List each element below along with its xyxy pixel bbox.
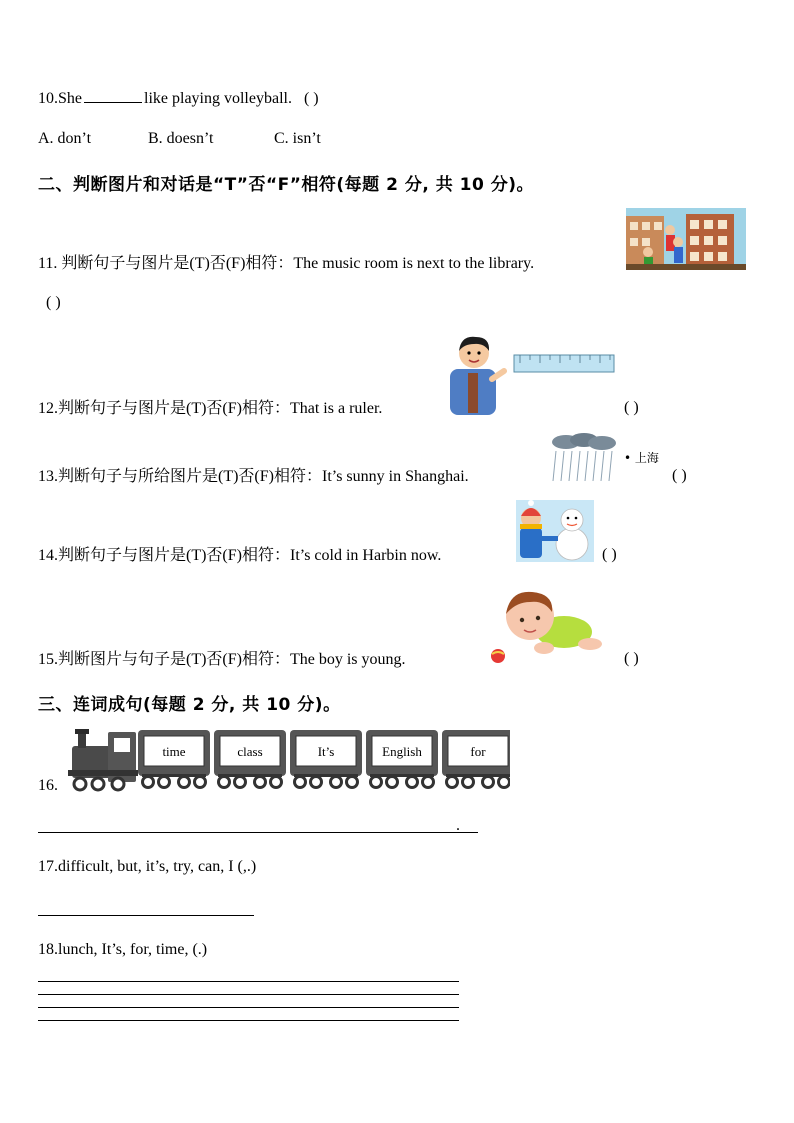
q17-answer-line[interactable] [38,915,254,916]
boy-with-ruler-picture [446,333,618,417]
train-car-1[interactable] [138,730,210,788]
train-wheel-icon [387,777,398,788]
train-word-4: English [382,744,422,759]
train-wheel-icon [195,777,206,788]
train-wheel-icon [483,777,494,788]
crawling-baby-picture [484,586,608,664]
q18-answer-line-2[interactable] [38,994,459,995]
section3-title: 三、连词成句(每题 2 分, 共 10 分)。 [38,695,341,715]
q11-answer-paren[interactable]: ( ) [46,294,61,311]
q11-text: 11. 判断句子与图片是(T)否(F)相符：The music room is next to the library. [38,255,535,272]
q10-prefix: 10.She [38,90,82,107]
q16-number: 16. [38,777,58,794]
q16-answer-line[interactable] [38,832,478,833]
q10-suffix: like playing volleyball. [144,90,292,107]
train-wheel-icon [347,777,358,788]
train-word-1: time [162,744,186,759]
train-wheel-icon [179,777,190,788]
q10-blank[interactable] [84,88,142,103]
q10-answer-paren[interactable]: ( ) [303,90,319,107]
train-car-2[interactable] [214,730,286,788]
train-wheel-icon [143,777,154,788]
train-wheel-icon [463,777,474,788]
train-wheel-icon [499,777,510,788]
train-word-5: for [470,744,486,759]
train-wheel-icon [311,777,322,788]
q12-text: 12.判断句子与图片是(T)否(F)相符：That is a ruler. [38,400,383,417]
shanghai-label-text: 上海 [634,451,659,465]
q15-answer-paren[interactable]: ( ) [624,650,639,667]
train-word-2: class [237,744,263,759]
q17-text: 17.difficult, but, it’s, try, can, I (,.) [38,858,257,875]
train-engine-icon [68,729,138,790]
q10-option-c: C. isn’t [274,130,321,147]
q18-answer-line-3[interactable] [38,1007,459,1008]
train-wheel-icon [219,777,230,788]
q15-text: 15.判断图片与句子是(T)否(F)相符：The boy is young. [38,651,406,668]
q10-option-a: A. don’t [38,130,92,147]
train-car-3[interactable] [290,730,362,788]
q10-options [38,129,321,149]
q14-answer-paren[interactable]: ( ) [602,546,617,563]
q18-text: 18.lunch, It’s, for, time, (.) [38,941,208,958]
train-wheel-icon [159,777,170,788]
q18-answer-line-1[interactable] [38,981,459,982]
q13-text: 13.判断句子与所给图片是(T)否(F)相符：It’s sunny in Shanghai. [38,468,469,485]
shanghai-label: • 上海 [624,451,659,465]
train-word-3: It’s [317,744,335,759]
section2-title: 二、判断图片和对话是“T”否“F”相符(每题 2 分, 共 10 分)。 [38,175,534,195]
train-car-4[interactable] [366,730,438,788]
train-wheel-icon [407,777,418,788]
train-wheel-icon [423,777,434,788]
q10-line [38,88,319,109]
train-car-5[interactable] [442,730,510,788]
q10-option-b: B. doesn’t [148,130,214,147]
train-wheel-icon [331,777,342,788]
rain-cloud-icon [548,433,620,485]
q16-end-period: . [456,817,460,834]
q18-answer-line-4[interactable] [38,1020,459,1021]
q12-answer-paren[interactable]: ( ) [624,399,639,416]
snowman-picture [516,500,594,562]
word-train [64,726,510,792]
train-wheel-icon [447,777,458,788]
q14-text: 14.判断句子与图片是(T)否(F)相符：It’s cold in Harbin now. [38,547,442,564]
train-wheel-icon [371,777,382,788]
train-wheel-icon [255,777,266,788]
q13-answer-paren[interactable]: ( ) [672,467,687,484]
train-wheel-icon [295,777,306,788]
train-wheel-icon [271,777,282,788]
train-wheel-icon [235,777,246,788]
school-building-picture [626,208,746,270]
